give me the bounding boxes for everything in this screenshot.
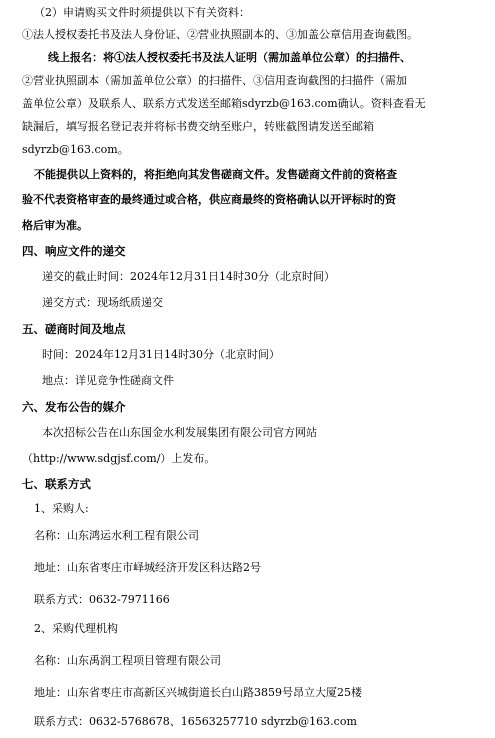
doc-line-3: 线上报名：将①法人授权委托书及法人证明（需加盖单位公章）的扫描件、	[48, 51, 411, 64]
doc-line-10: 格后审为准。	[22, 219, 88, 232]
doc-line-13: 递交方式：现场纸质递交	[42, 296, 163, 309]
doc-line-24: 联系方式：0632-7971166	[34, 593, 170, 606]
doc-line-18: 本次招标公告在山东国金水利发展集团有限公司官方网站	[42, 426, 317, 439]
doc-line-21: 1、采购人:	[34, 502, 89, 515]
doc-line-9: 验不代表资格审查的最终通过或合格，供应商最终的资格确认以开评标时的资	[22, 193, 396, 206]
doc-line-28: 联系方式：0632-5768678、16563257710 sdyrzb@163.com	[34, 715, 357, 728]
doc-line-7: sdyrzb@163.com。	[22, 143, 129, 156]
doc-line-16: 地点：详见竞争性磋商文件	[42, 374, 174, 387]
section-heading-5: 五、磋商时间及地点	[22, 322, 126, 336]
doc-line-23: 地址：山东省枣庄市峄城经济开发区科达路2号	[34, 561, 261, 574]
doc-line-15: 时间：2024年12月31日14时30分（北京时间）	[42, 348, 280, 361]
doc-line-5: 盖单位公章）及联系人、联系方式发送至邮箱sdyrzb@163.com确认。资料查看无	[22, 97, 426, 110]
section-heading-7: 七、联系方式	[22, 477, 91, 491]
website-line: （http://www.sdgjsf.com/）上发布。	[22, 452, 216, 465]
doc-line-12: 递交的截止时间：2024年12月31日14时30分（北京时间）	[42, 270, 335, 283]
doc-line-26: 名称：山东禹润工程项目管理有限公司	[34, 654, 221, 667]
doc-line-25: 2、采购代理机构	[34, 622, 118, 635]
doc-line-1: （2）申请购买文件时须提供以下有关资料：	[34, 6, 250, 19]
doc-line-2: ①法人授权委托书及法人身份证、②营业执照副本的、③加盖公章信用查询截图。	[22, 28, 418, 41]
doc-line-6: 缺漏后，填写报名登记表并将标书费交纳至账户，转账截图请发送至邮箱	[22, 120, 374, 133]
doc-line-4: ②营业执照副本（需加盖单位公章）的扫描件、③信用查询截图的扫描件（需加	[22, 74, 407, 87]
section-heading-6: 六、发布公告的媒介	[22, 400, 126, 414]
doc-line-8: 不能提供以上资料的，将拒绝向其发售磋商文件。发售磋商文件前的资格查	[34, 168, 397, 181]
section-heading-4: 四、响应文件的递交	[22, 244, 126, 258]
doc-line-22: 名称：山东鸿运水利工程有限公司	[34, 529, 199, 542]
doc-line-27: 地址：山东省枣庄市高新区兴城街道长白山路3859号昂立大厦25楼	[34, 686, 362, 699]
